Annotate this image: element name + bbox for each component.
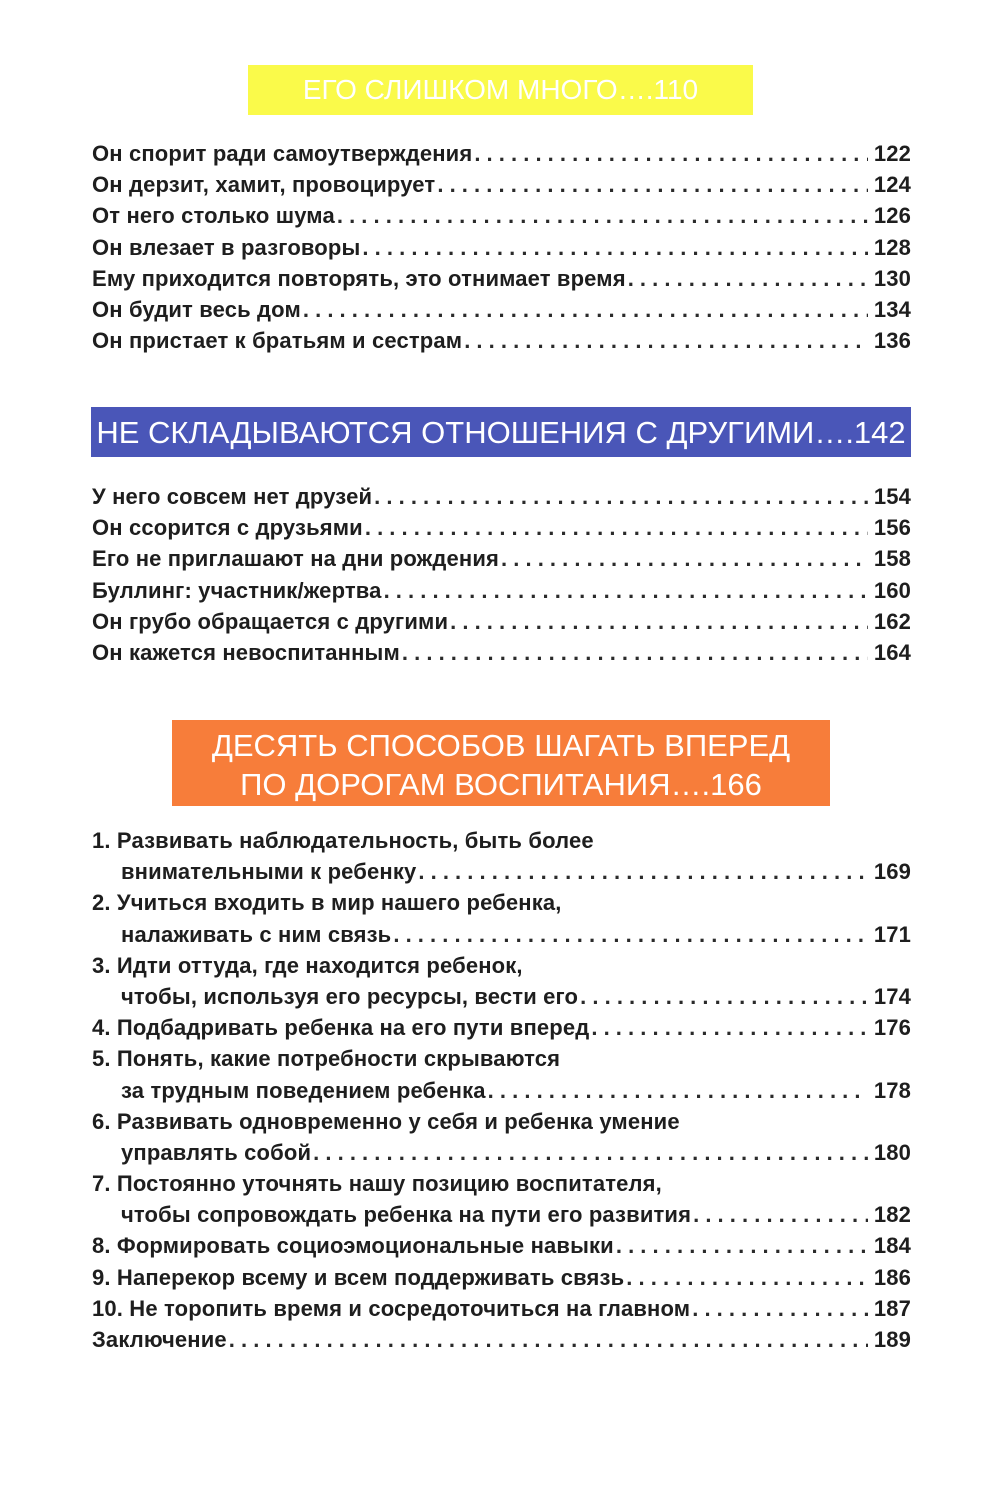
dot-leader bbox=[692, 1293, 868, 1324]
toc-entry[interactable] bbox=[92, 825, 911, 887]
toc-page-number: 189 bbox=[873, 1327, 911, 1352]
toc-entry-text: налаживать с ним связь bbox=[121, 921, 392, 947]
dot-leader bbox=[384, 575, 868, 606]
toc-entry-line bbox=[92, 263, 911, 294]
toc-entry-text: Он пристает к братьям и сестрам bbox=[92, 328, 463, 354]
toc-entry-text: Он дерзит, хамит, провоцирует bbox=[92, 172, 436, 198]
section-heading-ten-ways bbox=[172, 720, 830, 806]
toc-entry-text: Он кажется невоспитанным bbox=[92, 639, 400, 665]
toc-entry-line bbox=[92, 1262, 911, 1293]
toc-page-number: 171 bbox=[873, 921, 911, 947]
toc-entry-text: Он будит весь дом bbox=[92, 296, 301, 322]
toc-entry-first-line bbox=[92, 887, 911, 918]
dot-leader bbox=[626, 1262, 868, 1293]
toc-entry-text: 7. Постоянно уточнять нашу позицию воспитателя, bbox=[92, 1171, 662, 1197]
toc-entry-line bbox=[92, 138, 911, 169]
toc-entry-line bbox=[92, 325, 911, 356]
toc-entry[interactable] bbox=[92, 294, 911, 325]
toc-page-number: 128 bbox=[873, 234, 911, 260]
dot-leader bbox=[362, 232, 867, 263]
toc-entry[interactable] bbox=[92, 1324, 911, 1355]
toc-entry-line bbox=[92, 981, 911, 1012]
toc-entry-text: внимательными к ребенку bbox=[121, 859, 417, 885]
toc-page-number: 136 bbox=[873, 328, 911, 354]
toc-list-too-much bbox=[92, 138, 911, 356]
section-heading-line: НЕ СКЛАДЫВАЮТСЯ ОТНОШЕНИЯ С ДРУГИМИ….142 bbox=[96, 415, 906, 450]
toc-entry[interactable] bbox=[92, 1230, 911, 1261]
toc-entry-first-line bbox=[92, 1106, 911, 1137]
toc-page-number: 154 bbox=[873, 484, 911, 509]
section-heading-relations bbox=[91, 407, 911, 457]
toc-entry[interactable] bbox=[92, 1106, 911, 1168]
dot-leader bbox=[437, 169, 868, 200]
toc-entry-line bbox=[92, 232, 911, 263]
dot-leader bbox=[337, 200, 868, 231]
dot-leader bbox=[402, 637, 868, 668]
toc-page-number: 158 bbox=[873, 546, 911, 572]
toc-entry-line bbox=[92, 606, 911, 637]
dot-leader bbox=[580, 981, 868, 1012]
toc-entry-line bbox=[92, 1137, 911, 1168]
toc-entry-text: управлять собой bbox=[121, 1139, 312, 1165]
toc-entry[interactable] bbox=[92, 887, 911, 949]
toc-page-number: 169 bbox=[873, 859, 911, 885]
toc-entry[interactable] bbox=[92, 606, 911, 637]
section-heading-line: ЕГО СЛИШКОМ МНОГО….110 bbox=[302, 74, 699, 105]
toc-entry-text: 6. Развивать одновременно у себя и ребенка умение bbox=[92, 1108, 680, 1134]
toc-entry-line bbox=[92, 1012, 911, 1043]
toc-list-ten-ways bbox=[92, 825, 911, 1355]
toc-entry[interactable] bbox=[92, 575, 911, 606]
toc-entry-line bbox=[92, 1075, 911, 1106]
dot-leader bbox=[303, 294, 868, 325]
toc-page-number: 186 bbox=[873, 1264, 911, 1290]
toc-entry[interactable] bbox=[92, 481, 911, 512]
toc-entry-first-line bbox=[92, 1043, 911, 1074]
toc-entry[interactable] bbox=[92, 169, 911, 200]
toc-page-number: 130 bbox=[873, 265, 911, 291]
toc-entry-text: чтобы сопровождать ребенка на пути его развития bbox=[121, 1202, 692, 1228]
toc-entry[interactable] bbox=[92, 263, 911, 294]
dot-leader bbox=[393, 919, 867, 950]
toc-page-number: 182 bbox=[873, 1202, 911, 1228]
section-heading-too-much bbox=[248, 65, 753, 115]
toc-list-relations bbox=[92, 481, 911, 668]
toc-entry[interactable] bbox=[92, 1168, 911, 1230]
dot-leader bbox=[313, 1137, 868, 1168]
toc-entry-line bbox=[92, 1199, 911, 1230]
dot-leader bbox=[365, 512, 868, 543]
toc-entry-line bbox=[92, 512, 911, 543]
toc-entry-text: 5. Понять, какие потребности скрываются bbox=[92, 1046, 561, 1072]
dot-leader bbox=[488, 1075, 868, 1106]
dot-leader bbox=[628, 263, 868, 294]
toc-entry-line bbox=[92, 856, 911, 887]
toc-entry-line bbox=[92, 1293, 911, 1324]
dot-leader bbox=[229, 1324, 868, 1355]
toc-entry-text: Он спорит ради самоутверждения bbox=[92, 141, 473, 166]
toc-page-number: 124 bbox=[873, 172, 911, 198]
dot-leader bbox=[616, 1230, 868, 1261]
dot-leader bbox=[374, 481, 868, 512]
toc-entry-line bbox=[92, 200, 911, 231]
toc-entry-text: У него совсем нет друзей bbox=[92, 484, 373, 509]
toc-page-number: 162 bbox=[873, 608, 911, 634]
toc-page-number: 174 bbox=[873, 983, 911, 1009]
toc-entry[interactable] bbox=[92, 232, 911, 263]
toc-page-number: 180 bbox=[873, 1139, 911, 1165]
toc-entry[interactable] bbox=[92, 950, 911, 1012]
toc-entry-first-line bbox=[92, 825, 911, 856]
toc-entry-first-line bbox=[92, 1168, 911, 1199]
toc-page-number: 176 bbox=[873, 1015, 911, 1041]
toc-page-number: 156 bbox=[873, 515, 911, 541]
toc-page-number: 178 bbox=[873, 1077, 911, 1103]
toc-entry-text: Он влезает в разговоры bbox=[92, 234, 361, 260]
toc-entry-line bbox=[92, 575, 911, 606]
toc-entry-text: чтобы, используя его ресурсы, вести его bbox=[121, 983, 579, 1009]
toc-entry[interactable] bbox=[92, 637, 911, 668]
toc-entry[interactable] bbox=[92, 1293, 911, 1324]
toc-entry-line bbox=[92, 294, 911, 325]
toc-entry-text: Буллинг: участник/жертва bbox=[92, 577, 382, 603]
toc-entry-text: Он грубо обращается с другими bbox=[92, 608, 449, 634]
section-heading-line: ДЕСЯТЬ СПОСОБОВ ШАГАТЬ ВПЕРЕД bbox=[211, 728, 791, 763]
toc-entry-text: 2. Учиться входить в мир нашего ребенка, bbox=[92, 890, 562, 916]
toc-entry-line bbox=[92, 481, 911, 512]
toc-entry[interactable] bbox=[92, 325, 911, 356]
toc-page-number: 184 bbox=[873, 1233, 911, 1259]
dot-leader bbox=[501, 543, 868, 574]
toc-entry-text: за трудным поведением ребенка bbox=[121, 1077, 486, 1103]
toc-entry-line bbox=[92, 919, 911, 950]
dot-leader bbox=[693, 1199, 868, 1230]
section-heading-line: ПО ДОРОГАМ ВОСПИТАНИЯ….166 bbox=[240, 767, 762, 802]
toc-entry-text: От него столько шума bbox=[92, 203, 335, 229]
toc-entry-text: 8. Формировать социоэмоциональные навыки bbox=[92, 1233, 614, 1259]
toc-entry-line bbox=[92, 169, 911, 200]
toc-entry-text: 4. Подбадривать ребенка на его пути вперед bbox=[92, 1015, 590, 1041]
dot-leader bbox=[418, 856, 867, 887]
toc-entry-text: Его не приглашают на дни рождения bbox=[92, 546, 500, 572]
toc-entry[interactable] bbox=[92, 512, 911, 543]
toc-entry-text: Заключение bbox=[92, 1327, 227, 1352]
dot-leader bbox=[591, 1012, 867, 1043]
toc-page-number: 164 bbox=[873, 639, 911, 665]
toc-entry[interactable] bbox=[92, 200, 911, 231]
dot-leader bbox=[474, 138, 868, 169]
toc-entry[interactable] bbox=[92, 1012, 911, 1043]
toc-entry[interactable] bbox=[92, 543, 911, 574]
toc-entry-line bbox=[92, 1230, 911, 1261]
toc-entry-line bbox=[92, 543, 911, 574]
toc-entry[interactable] bbox=[92, 1262, 911, 1293]
dot-leader bbox=[464, 325, 868, 356]
toc-entry-text: 10. Не торопить время и сосредоточиться на главном bbox=[92, 1295, 691, 1321]
toc-entry[interactable] bbox=[92, 138, 911, 169]
toc-page-number: 134 bbox=[873, 296, 911, 322]
toc-entry-text: 1. Развивать наблюдательность, быть более bbox=[92, 828, 594, 853]
toc-entry-text: 3. Идти оттуда, где находится ребенок, bbox=[92, 952, 523, 978]
toc-entry-first-line bbox=[92, 950, 911, 981]
dot-leader bbox=[450, 606, 868, 637]
toc-entry-line bbox=[92, 1324, 911, 1355]
toc-page-number: 160 bbox=[873, 577, 911, 603]
toc-entry-line bbox=[92, 637, 911, 668]
toc-page-number: 187 bbox=[873, 1295, 911, 1321]
toc-entry-text: Он ссорится с друзьями bbox=[92, 515, 363, 541]
toc-page-number: 126 bbox=[873, 203, 911, 229]
toc-entry-text: Ему приходится повторять, это отнимает время bbox=[92, 265, 626, 291]
toc-entry[interactable] bbox=[92, 1043, 911, 1105]
toc-page-number: 122 bbox=[873, 141, 911, 166]
toc-entry-text: 9. Наперекор всему и всем поддерживать связь bbox=[92, 1264, 625, 1290]
